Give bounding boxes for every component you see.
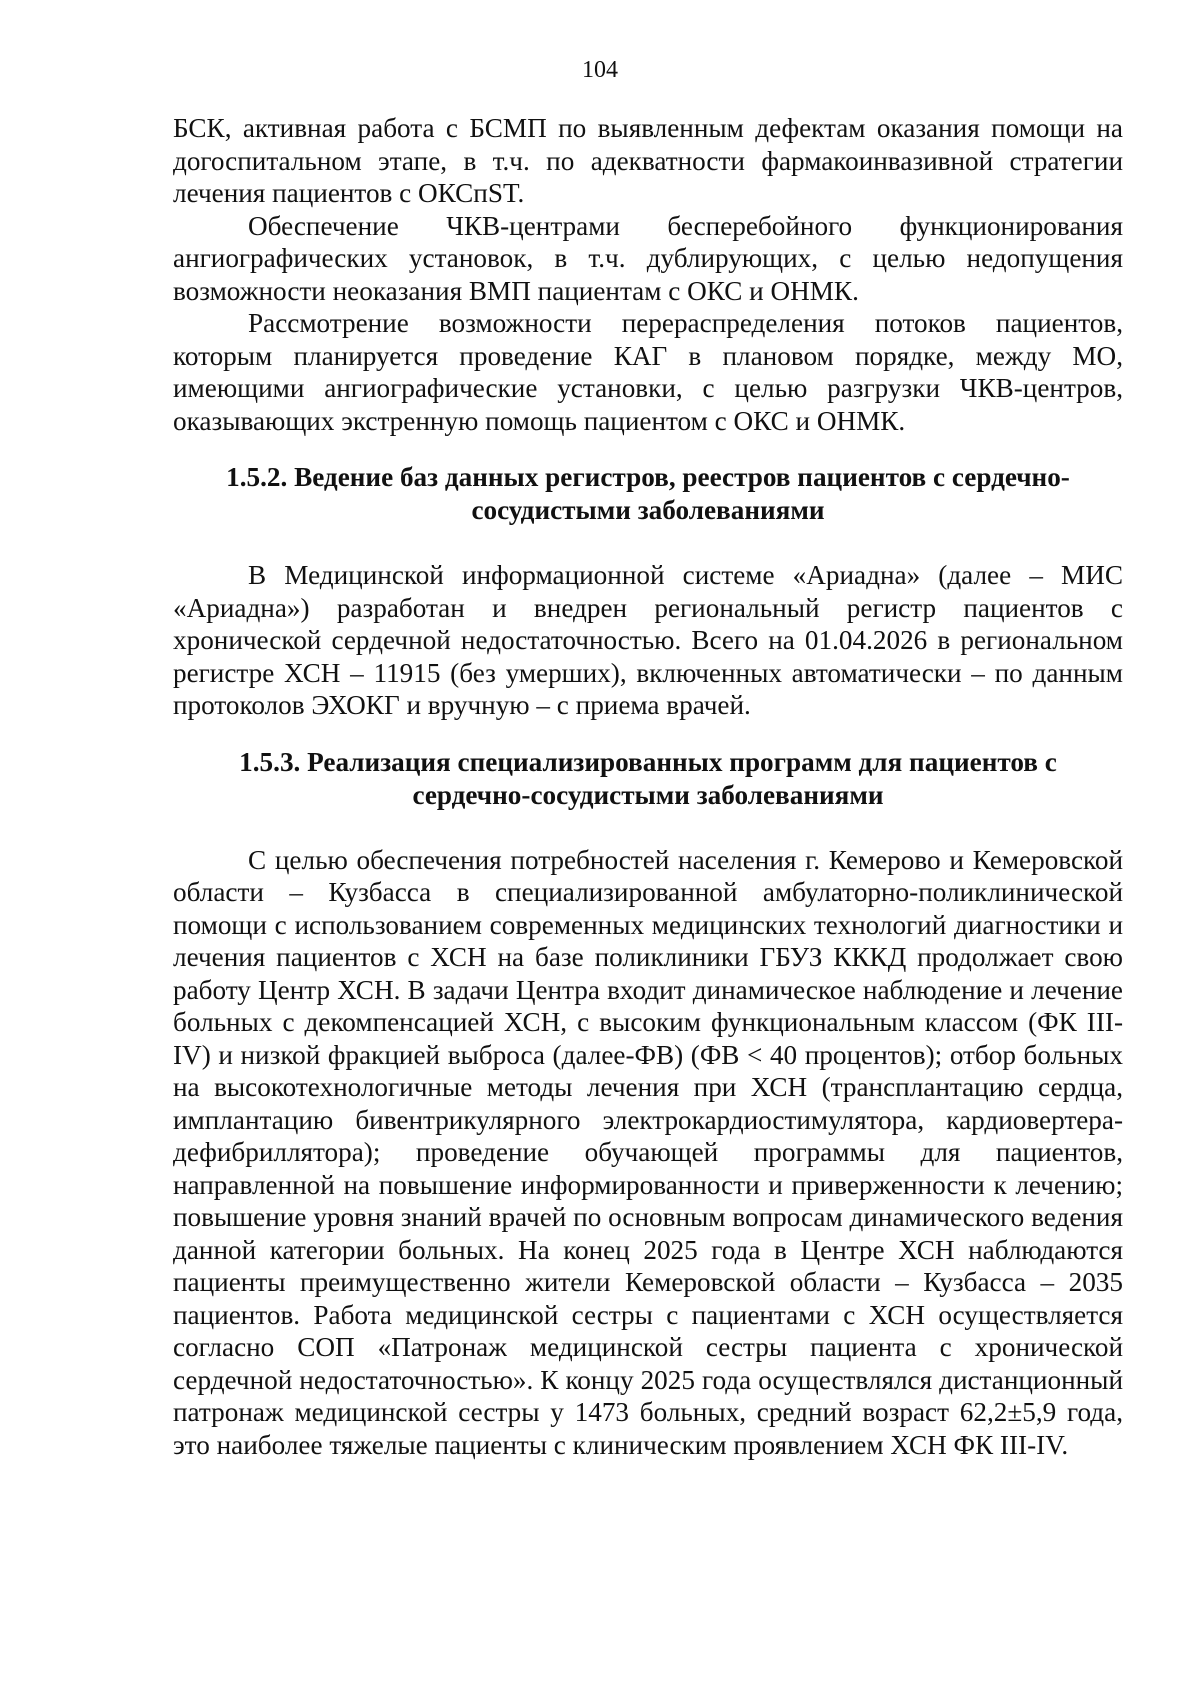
page-number: 104 xyxy=(582,57,618,83)
paragraph-patient-flow: Рассмотрение возможности перераспределения потоков пациентов, которым планируется проведение КАГ в плановом порядке, между МО, имеющими ангиографические установки, с целью разгрузки ЧКВ-центров, оказывающих экстренную помощь пациентом с ОКС и ОНМК. xyxy=(173,308,1123,436)
paragraph-pci-centers: Обеспечение ЧКВ-центрами бесперебойного функционирования ангиографических установок, в т.ч. дублирующих, с целью недопущения возможности неоказания ВМП пациентам с ОКС и ОНМК. xyxy=(173,210,1123,306)
section-heading-1-5-2-line1: 1.5.2. Ведение баз данных регистров, реестров пациентов с сердечно- xyxy=(226,462,1070,492)
section-heading-1-5-3-line2: сердечно-сосудистыми заболеваниями xyxy=(412,779,884,810)
paragraph-continuation: БСК, активная работа с БСМП по выявленным дефектам оказания помощи на догоспитальном этапе, в т.ч. по адекватности фармакоинвазивной стратегии лечения пациентов с ОКСпST. xyxy=(173,113,1123,208)
page-content xyxy=(173,112,1123,1461)
paragraph-chf-center: С целью обеспечения потребностей населения г. Кемерово и Кемеровской области – Кузбасса в специализированной амбулаторно-поликлинической помощи с использованием современных медицинских технологий диагностики и лечения пациентов с ХСН на базе поликлиники ГБУЗ КККД продолжает свою работу Центр ХСН. В задачи Центра входит динамическое наблюдение и лечение больных с декомпенсацией ХСН, с высоким функциональным классом (ФК III-IV) и низкой фракцией выброса (далее-ФВ) (ФВ < 40 процентов); отбор больных на высокотехнологичные методы лечения при ХСН (трансплантацию сердца, имплантацию бивентрикулярного электрокардиостимулятора, кардиовертера-дефибриллятора); проведение обучающей программы для пациентов, направленной на повышение информированности и приверженности к лечению; повышение уровня знаний врачей по основным вопросам динамического ведения данной категории больных. На конец 2025 года в Центре ХСН наблюдаются пациенты преимущественно жители Кемеровской области – Кузбасса – 2035 пациентов. Работа медицинской сестры с пациентами с ХСН осуществляется согласно СОП «Патронаж медицинской сестры пациента с хронической сердечной недостаточностью». К концу 2025 года осуществлялся дистанционный патронаж медицинской сестры у 1473 больных, средний возраст 62,2±5,9 года, это наиболее тяжелые пациенты с клиническим проявлением ХСН ФК III-IV. xyxy=(173,844,1123,1460)
section-heading-1-5-3-line1: 1.5.3. Реализация специализированных программ для пациентов с xyxy=(239,746,1057,777)
section-heading-1-5-3 xyxy=(173,746,1123,812)
paragraph-registry: В Медицинской информационной системе «Ариадна» (далее – МИС «Ариадна») разработан и внедрен региональный регистр пациентов с хронической сердечной недостаточностью. Всего на 01.04.2026 в региональном регистре ХСН – 11915 (без умерших), включенных автоматически – по данным протоколов ЭХОКГ и вручную – с приема врачей. xyxy=(173,560,1123,720)
section-heading-1-5-2 xyxy=(173,461,1123,527)
section-heading-1-5-2-line2: сосудистыми заболеваниями xyxy=(471,495,825,525)
